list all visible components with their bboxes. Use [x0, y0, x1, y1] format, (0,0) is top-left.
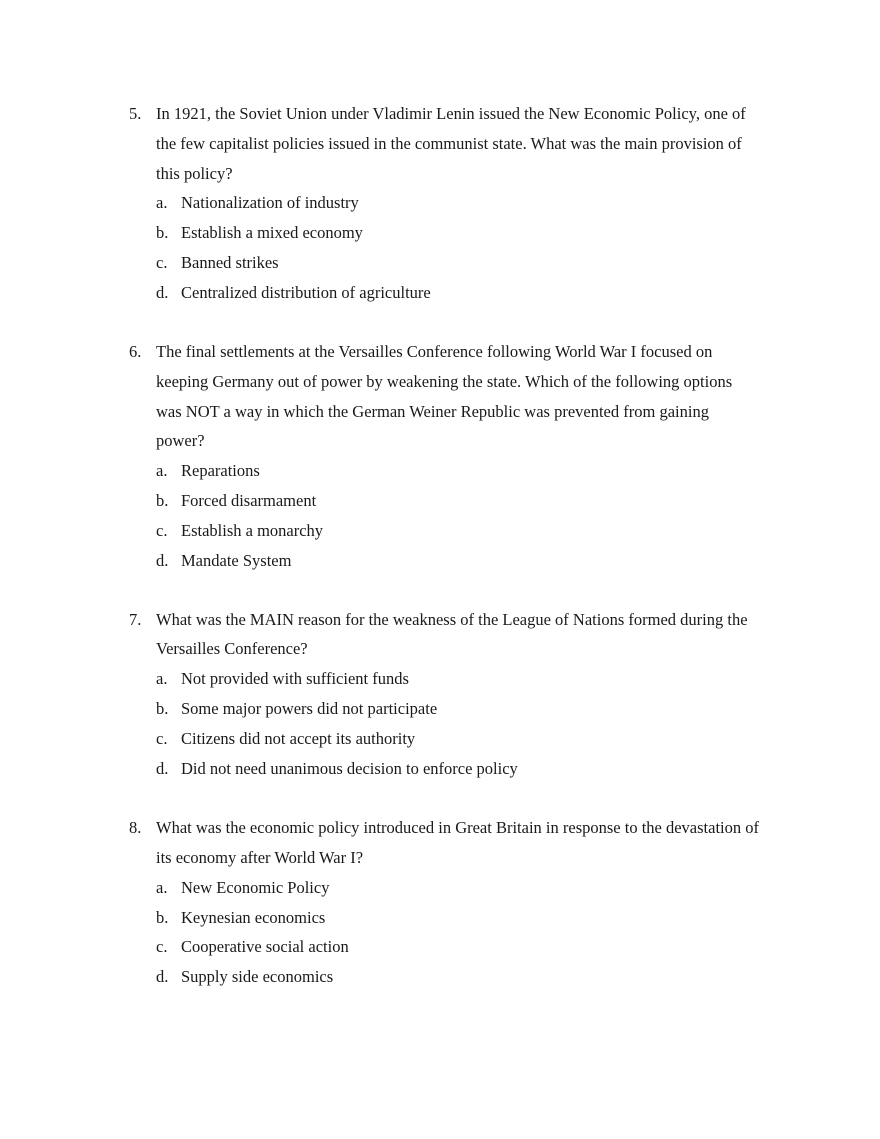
- question-stem-line: keeping Germany out of power by weakening the state. Which of the following options: [156, 372, 733, 391]
- option-text: Keynesian economics: [181, 908, 326, 927]
- question-stem-line: was NOT a way in which the German Weiner Republic was prevented from gaining: [156, 402, 709, 421]
- question-stem-line: Versailles Conference?: [156, 639, 308, 658]
- question-stem-line: its economy after World War I?: [156, 848, 364, 867]
- option-text: Citizens did not accept its authority: [181, 729, 416, 748]
- option-text: Centralized distribution of agriculture: [181, 283, 431, 302]
- question-number: 7.: [129, 610, 142, 629]
- option-text: Establish a monarchy: [181, 521, 324, 540]
- question-number: 8.: [129, 818, 142, 837]
- option-text: Banned strikes: [181, 253, 279, 272]
- option-text: Not provided with sufficient funds: [181, 669, 409, 688]
- question-stem-line: power?: [156, 431, 205, 450]
- option-letter: a.: [156, 669, 168, 688]
- option-letter: b.: [156, 908, 169, 927]
- option-letter: a.: [156, 461, 168, 480]
- option-letter: d.: [156, 551, 169, 570]
- option-letter: c.: [156, 521, 168, 540]
- option-letter: c.: [156, 253, 168, 272]
- option-letter: b.: [156, 699, 169, 718]
- option-letter: c.: [156, 937, 168, 956]
- option-text: Supply side economics: [181, 967, 334, 986]
- option-letter: d.: [156, 283, 169, 302]
- question-number: 5.: [129, 104, 142, 123]
- option-text: Some major powers did not participate: [181, 699, 438, 718]
- question-stem-line: this policy?: [156, 164, 233, 183]
- question-stem-line: What was the MAIN reason for the weakness of the League of Nations formed during the: [156, 610, 748, 629]
- question-stem-line: The final settlements at the Versailles Conference following World War I focused on: [156, 342, 713, 361]
- question-stem-line: In 1921, the Soviet Union under Vladimir Lenin issued the New Economic Policy, one of: [156, 104, 746, 123]
- option-text: Establish a mixed economy: [181, 223, 363, 242]
- option-text: Reparations: [181, 461, 260, 480]
- option-letter: d.: [156, 759, 169, 778]
- option-letter: a.: [156, 878, 168, 897]
- option-text: Nationalization of industry: [181, 193, 359, 212]
- option-text: Cooperative social action: [181, 937, 349, 956]
- option-letter: a.: [156, 193, 168, 212]
- option-text: Did not need unanimous decision to enforce policy: [181, 759, 518, 778]
- question-stem-line: What was the economic policy introduced in Great Britain in response to the devastation of: [156, 818, 759, 837]
- question-number: 6.: [129, 342, 142, 361]
- option-text: New Economic Policy: [181, 878, 330, 897]
- option-text: Mandate System: [181, 551, 292, 570]
- option-letter: d.: [156, 967, 169, 986]
- option-letter: c.: [156, 729, 168, 748]
- option-text: Forced disarmament: [181, 491, 317, 510]
- option-letter: b.: [156, 491, 169, 510]
- option-letter: b.: [156, 223, 169, 242]
- question-stem-line: the few capitalist policies issued in the communist state. What was the main provision of: [156, 134, 742, 153]
